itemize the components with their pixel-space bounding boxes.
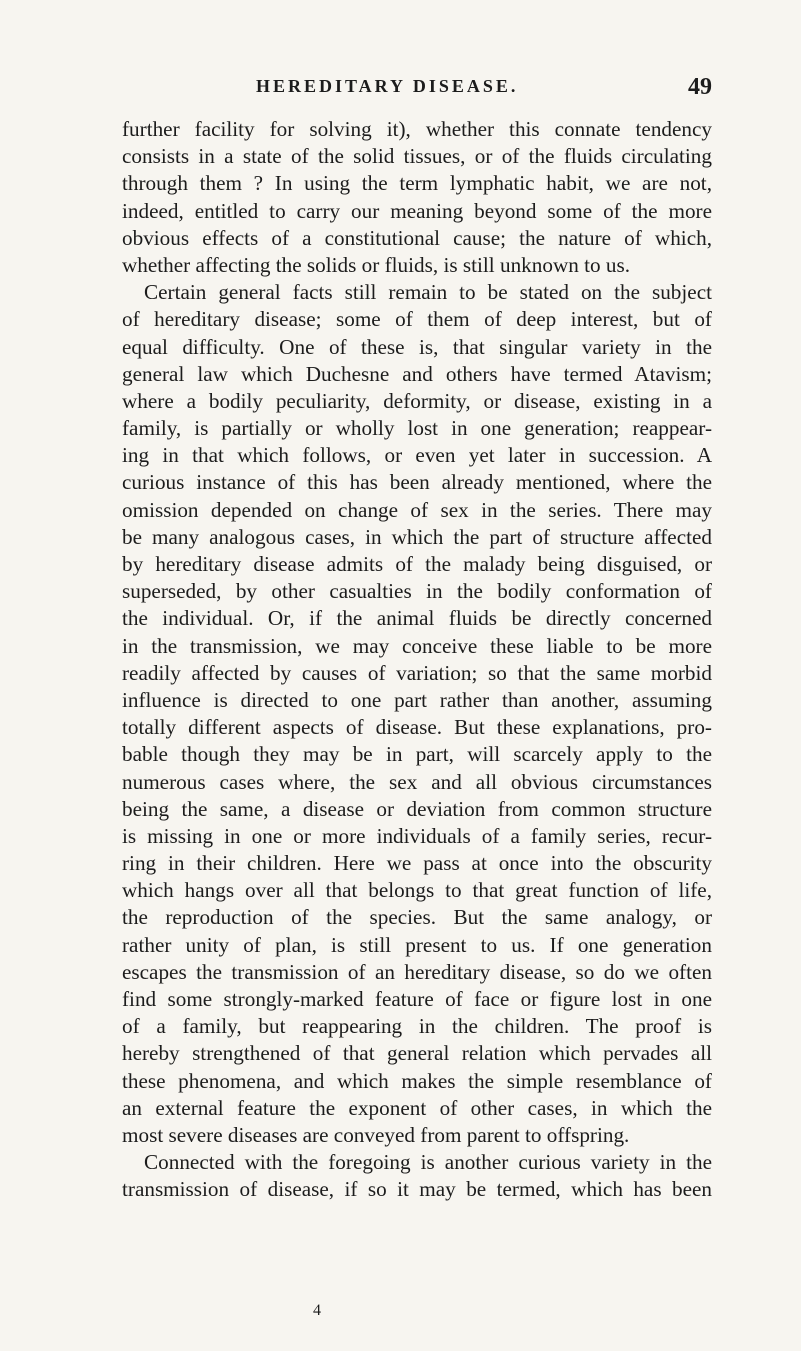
text-line: further facility for solving it), whether this connate tendency — [122, 117, 712, 141]
text-line: readily affected by causes of variation; so that the same morbid — [122, 660, 712, 685]
signature-mark: 4 — [313, 1302, 321, 1319]
text-line: the individual. Or, if the animal fluids be directly concerned — [122, 606, 712, 631]
text-line: superseded, by other casualties in the bodily conformation of — [122, 579, 712, 604]
text-line: ring in their children. Here we pass at once into the obscurity — [122, 851, 712, 876]
text-line: rather unity of plan, is still present to us. If one generation — [122, 932, 712, 957]
text-line: Certain general facts still remain to be stated on the subject — [144, 280, 712, 305]
body-text — [122, 116, 712, 1204]
text-line: general law which Duchesne and others have termed Atavism; — [122, 361, 712, 386]
text-line: totally different aspects of disease. But these explanations, pro- — [122, 715, 712, 740]
text-line: by hereditary disease admits of the malady being disguised, or — [122, 552, 712, 576]
text-line: the reproduction of the species. But the same analogy, or — [122, 905, 712, 930]
text-line: obvious effects of a constitutional cause; the nature of which, — [122, 225, 712, 250]
text-line: be many analogous cases, in which the part of structure affected — [122, 524, 712, 549]
text-line: hereby strengthened of that general relation which pervades all — [122, 1041, 712, 1066]
text-line: consists in a state of the solid tissues, or of the fluids circulating — [122, 144, 712, 169]
text-line: find some strongly-marked feature of face or figure lost in one — [122, 987, 712, 1011]
text-line: these phenomena, and which makes the simple resemblance of — [122, 1068, 712, 1093]
text-line: influence is directed to one part rather than another, assuming — [122, 687, 712, 712]
page-number: 49 — [688, 74, 712, 100]
text-line: ing in that which follows, or even yet later in succession. A — [122, 443, 712, 468]
running-head: HEREDITARY DISEASE. — [256, 76, 519, 96]
text-line: omission depended on change of sex in the series. There may — [122, 497, 712, 522]
text-line: in the transmission, we may conceive these liable to be more — [122, 633, 712, 658]
text-line: escapes the transmission of an hereditary disease, so do we often — [122, 959, 712, 984]
text-line: indeed, entitled to carry our meaning beyond some of the more — [122, 198, 712, 223]
text-line: Connected with the foregoing is another curious variety in the — [144, 1150, 712, 1175]
text-line: which hangs over all that belongs to that great function of life, — [122, 878, 712, 903]
text-line: whether affecting the solids or fluids, is still unknown to us. — [122, 252, 631, 277]
text-line: family, is partially or wholly lost in one generation; reappear- — [122, 416, 712, 441]
text-line: where a bodily peculiarity, deformity, or disease, existing in a — [122, 388, 712, 413]
text-line: bable though they may be in part, will scarcely apply to the — [122, 742, 712, 767]
text-line: through them ? In using the term lymphatic habit, we are not, — [122, 171, 712, 196]
text-line: of a family, but reappearing in the children. The proof is — [122, 1014, 712, 1039]
text-line: of hereditary disease; some of them of deep interest, but of — [122, 307, 712, 332]
text-line: being the same, a disease or deviation from common structure — [122, 796, 712, 821]
text-line: an external feature the exponent of other cases, in which the — [122, 1095, 712, 1120]
text-line: curious instance of this has been already mentioned, where the — [122, 470, 712, 495]
text-line: is missing in one or more individuals of a family series, recur- — [122, 823, 712, 848]
text-line: equal difficulty. One of these is, that singular variety in the — [122, 334, 712, 359]
text-line: most severe diseases are conveyed from parent to offspring. — [122, 1122, 630, 1147]
page-header — [122, 76, 712, 106]
text-line: transmission of disease, if so it may be termed, which has been — [122, 1177, 712, 1202]
text-line: numerous cases where, the sex and all obvious circumstances — [122, 769, 712, 794]
